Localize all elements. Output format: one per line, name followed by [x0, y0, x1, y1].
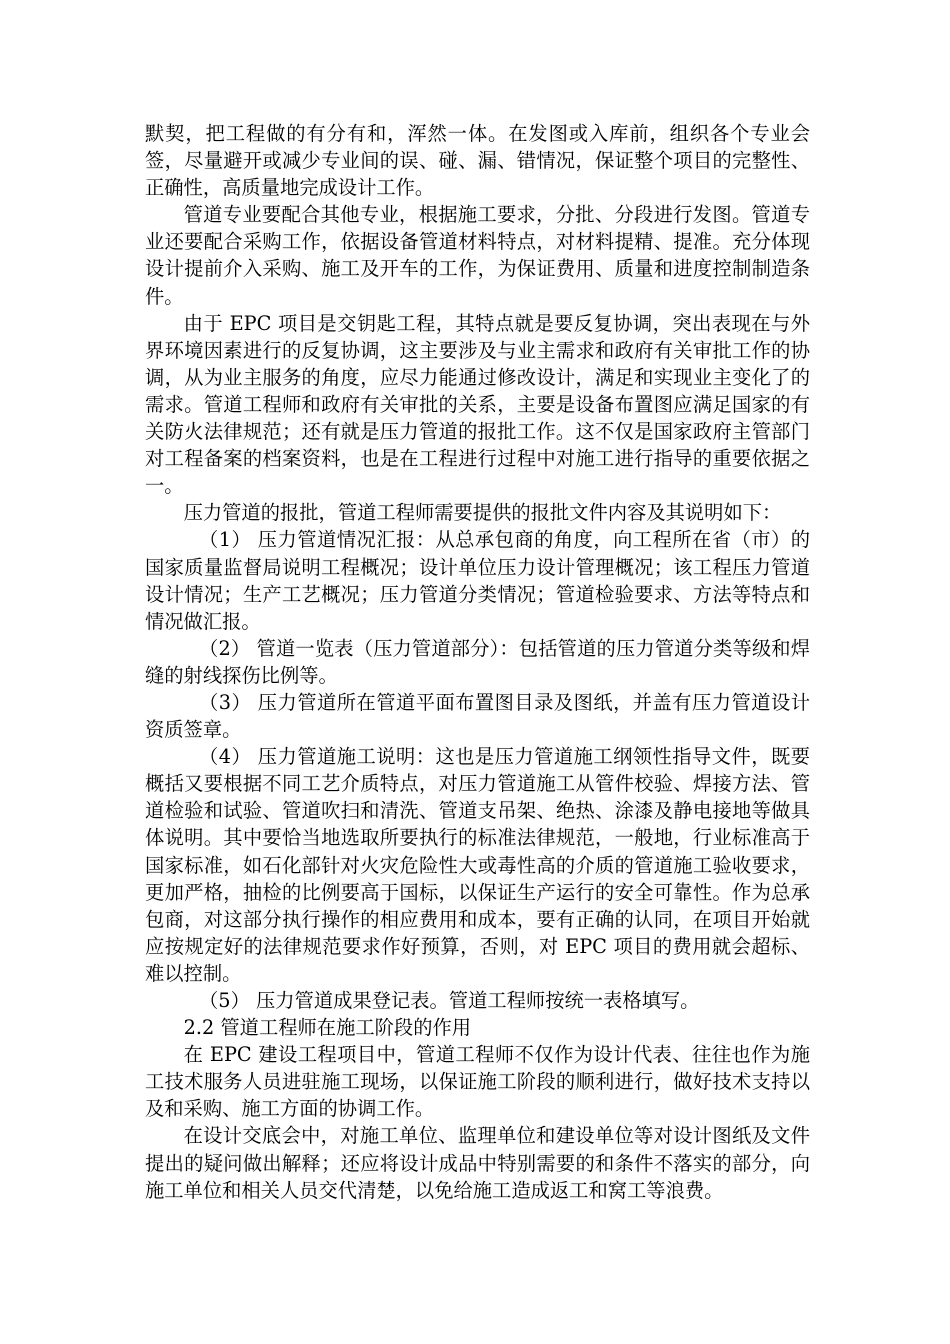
document-page — [145, 120, 810, 1204]
list-item-4: （4） 压力管道施工说明：这也是压力管道施工纲领性指导文件，既要概括又要根据不同工艺介质特点，对压力管道施工从管件校验、焊接方法、管道检验和试验、管道吹扫和清洗、管道支吊架、绝热、涂漆及静电接地等做具体说明。其中要恰当地选取所要执行的标准法律规范，一般地，行业标准高于国家标准，如石化部针对火灾危险性大或毒性高的介质的管道施工验收要求，更加严格，抽检的比例要高于国标，以保证生产运行的安全可靠性。作为总承包商，对这部分执行操作的相应费用和成本，要有正确的认同，在项目开始就应按规定好的法律规范要求作好预算，否则，对 EPC 项目的费用就会超标、难以控制。 — [145, 745, 810, 985]
paragraph-construction-role: 在 EPC 建设工程项目中，管道工程师不仅作为设计代表、往往也作为施工技术服务人员进驻施工现场，以保证施工阶段的顺利进行，做好技术支持以及和采购、施工方面的协调工作。 — [145, 1043, 810, 1121]
list-item-2: （2） 管道一览表（压力管道部分）：包括管道的压力管道分类等级和焊缝的射线探伤比例等。 — [145, 636, 810, 687]
list-item-3: （3） 压力管道所在管道平面布置图目录及图纸，并盖有压力管道设计资质签章。 — [145, 690, 810, 742]
list-item-5: （5） 压力管道成果登记表。管道工程师按统一表格填写。 — [199, 989, 700, 1012]
paragraph-approval-documents: 压力管道的报批，管道工程师需要提供的报批文件内容及其说明如下： — [183, 501, 782, 525]
paragraph-epc-approval: 由于 EPC 项目是交钥匙工程，其特点就是要反复协调，突出表现在与外界环境因素进行的反复协调，这主要涉及与业主需求和政府有关审批工作的协调，从为业主服务的角度，应尽力能通过修改设计，满足和实现业主变化了的需求。管道工程师和政府有关审批的关系，主要是设备布置图应满足国家的有关防火法律规范；还有就是压力管道的报批工作。这不仅是国家政府主管部门对工程备案的档案资料，也是在工程进行过程中对施工进行指导的重要依据之一。 — [145, 311, 810, 498]
list-item-1: （1） 压力管道情况汇报：从总承包商的角度，向工程所在省（市）的国家质量监督局说明工程概况；设计单位压力设计管理概况；该工程压力管道设计情况；生产工艺概况；压力管道分类情况；管道检验要求、方法等特点和情况做汇报。 — [145, 528, 810, 633]
paragraph-continuation: 默契，把工程做的有分有和，浑然一体。在发图或入库前，组织各个专业会签，尽量避开或减少专业间的误、碰、漏、错情况，保证整个项目的完整性、正确性，高质量地完成设计工作。 — [145, 122, 810, 200]
paragraph-piping-coordination: 管道专业要配合其他专业，根据施工要求，分批、分段进行发图。管道专业还要配合采购工作，依据设备管道材料特点，对材料提精、提准。充分体现设计提前介入采购、施工及开车的工作，为保证费用、质量和进度控制制造条件。 — [145, 203, 810, 308]
section-heading-2-2: 2.2 管道工程师在施工阶段的作用 — [183, 1016, 472, 1040]
paragraph-design-disclosure: 在设计交底会中，对施工单位、监理单位和建设单位等对设计图纸及文件提出的疑问做出解释；还应将设计成品中特别需要的和条件不落实的部分，向施工单位和相关人员交代清楚，以免给施工造成返工和窝工等浪费。 — [145, 1124, 810, 1202]
